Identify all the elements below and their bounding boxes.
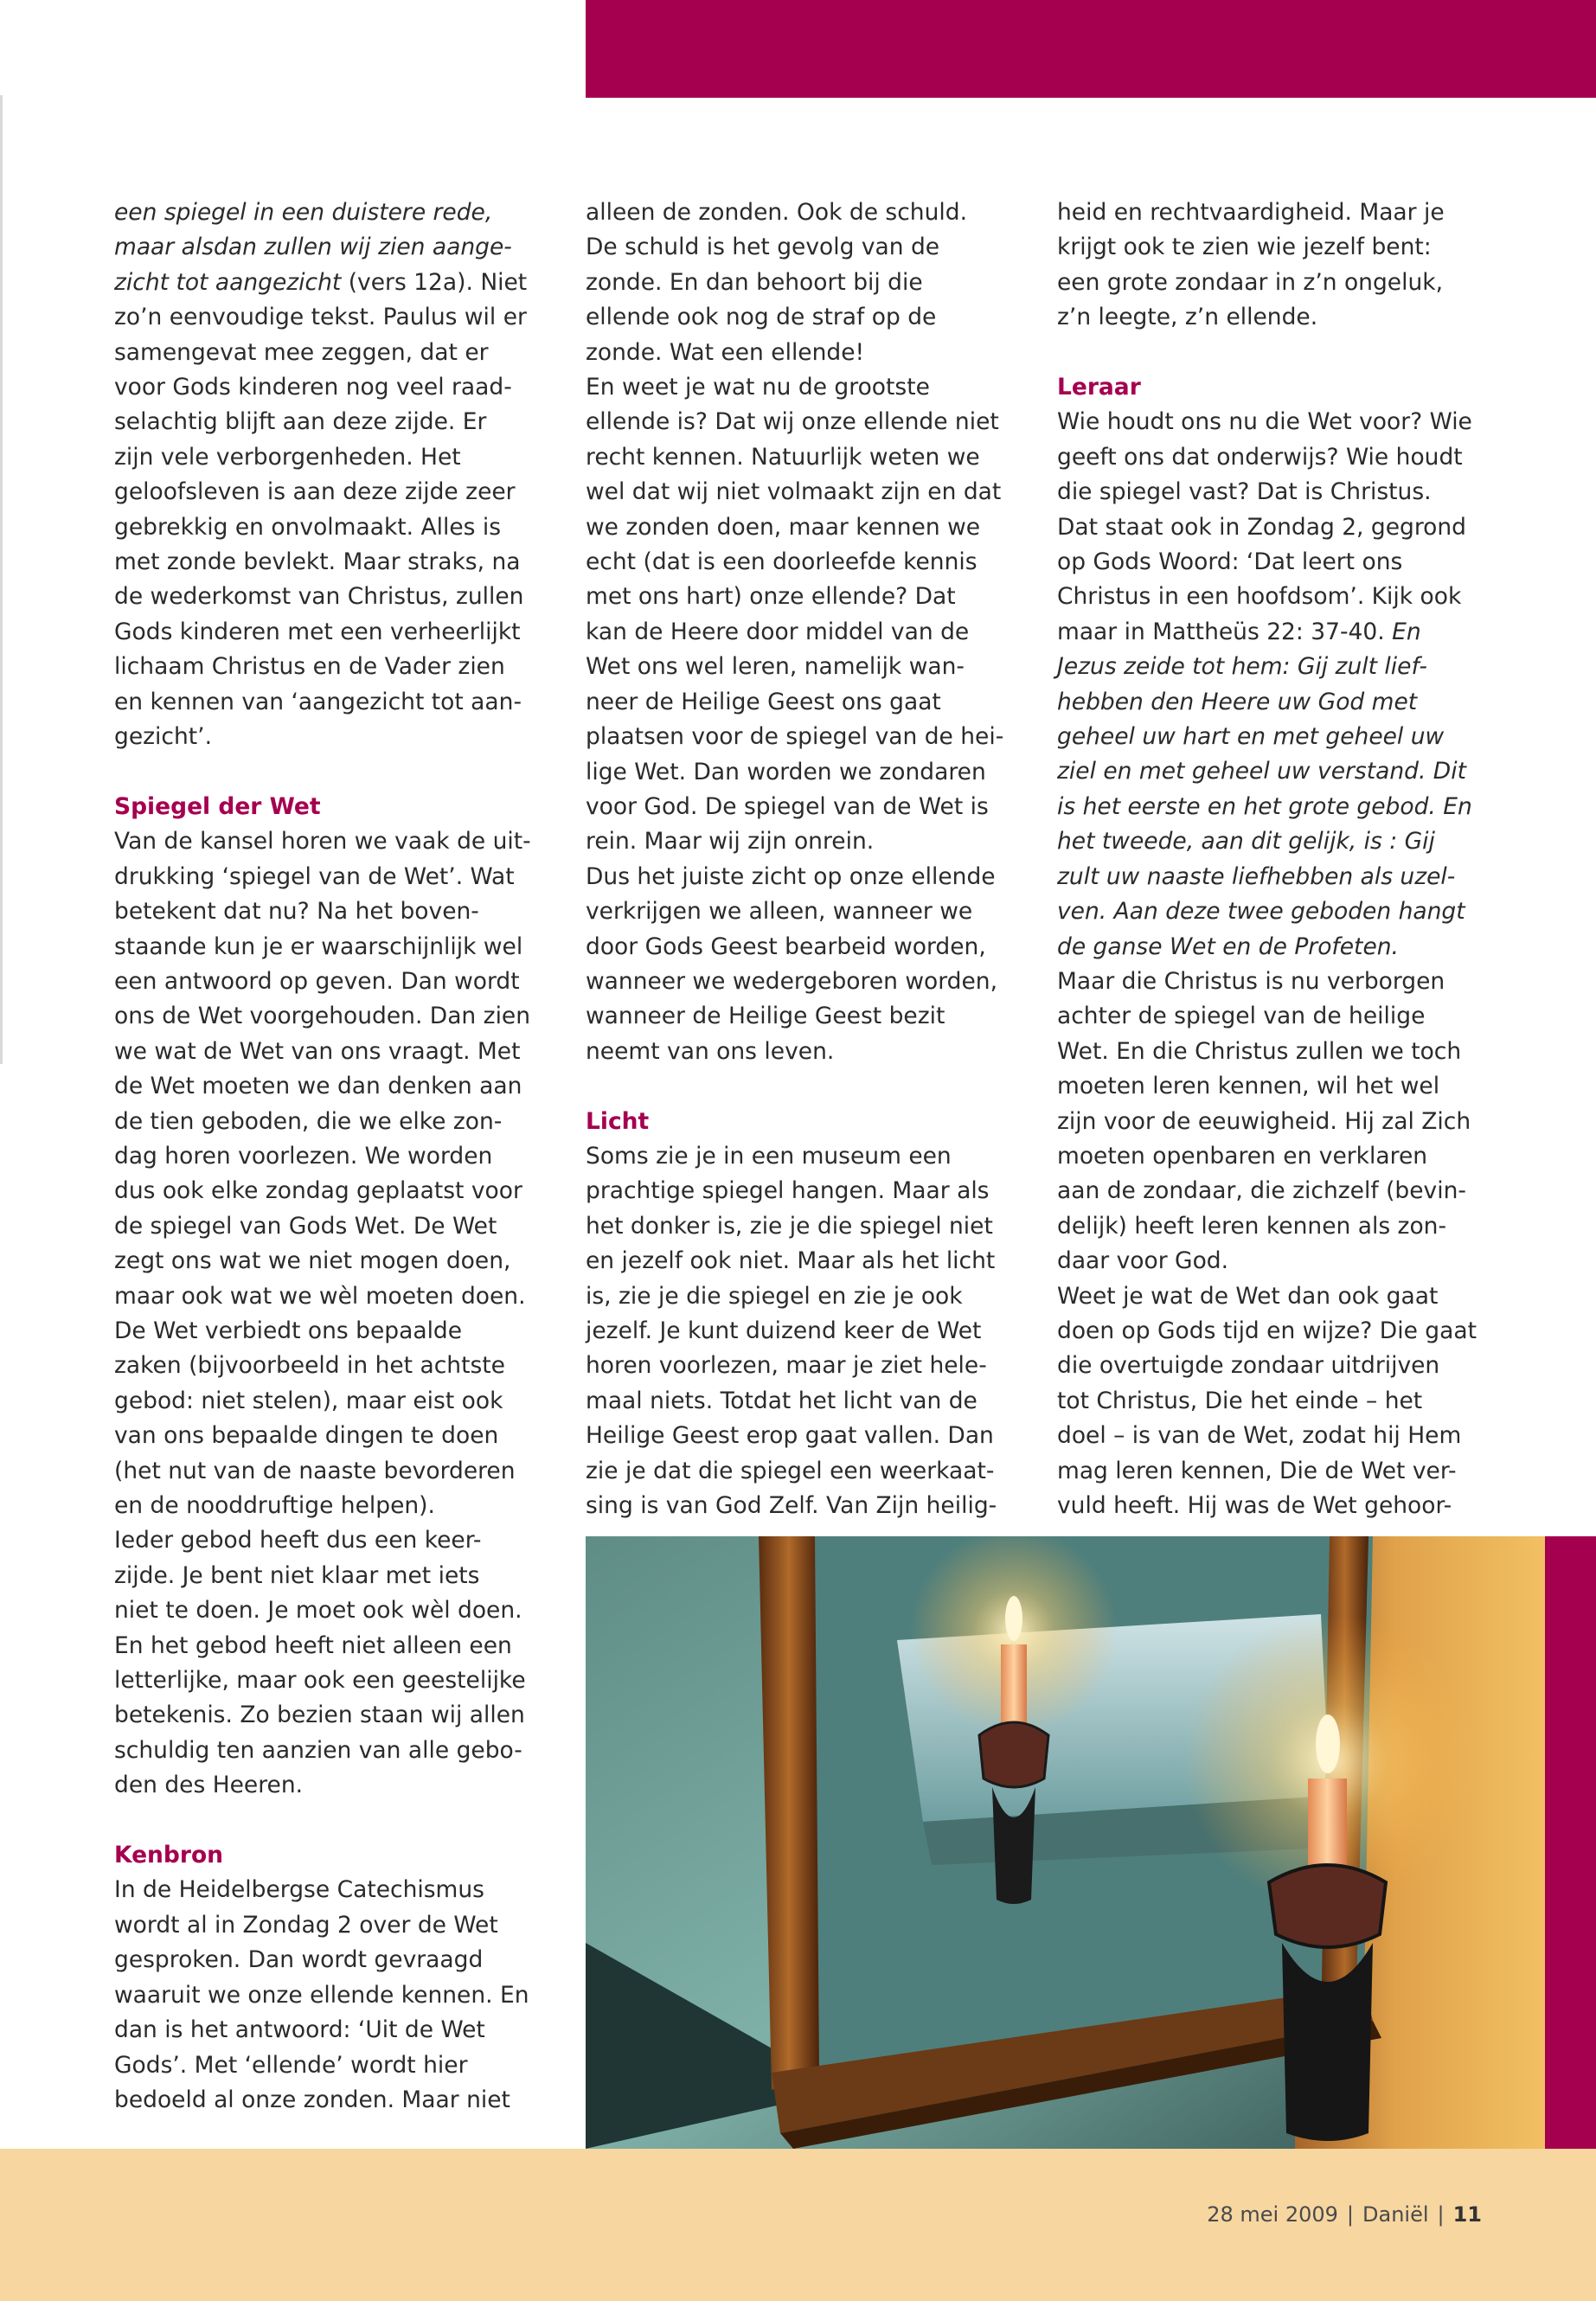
text-line: drukking ‘spiegel van de Wet’. Wat — [114, 862, 515, 890]
text-line: zonde. Wat een ellende! — [586, 338, 865, 366]
col1-paragraph-2 — [114, 824, 547, 1803]
text-line: samengevat mee zeggen, dat er — [114, 338, 489, 366]
text-line: betekenis. Zo bezien staan wij allen — [114, 1702, 525, 1729]
text-line: de ganse Wet en de Profeten. — [1057, 933, 1399, 960]
text-line: Heilige Geest erop gaat vallen. Dan — [586, 1422, 994, 1450]
text-line: Wet. En die Christus zullen we toch — [1057, 1037, 1462, 1065]
text-line: wanneer de Heilige Geest bezit — [586, 1003, 945, 1030]
text-line: dag horen voorlezen. We worden — [114, 1142, 493, 1170]
right-accent-band — [1545, 1536, 1596, 2149]
candle-mirror-illustration — [586, 1536, 1545, 2149]
text-line: verkrijgen we alleen, wanneer we — [586, 898, 973, 926]
text-line: Wet ons wel leren, namelijk wan- — [586, 653, 965, 681]
text-line: delijk) heeft leren kennen als zon- — [1057, 1212, 1447, 1240]
text-line: door Gods Geest bearbeid worden, — [586, 933, 986, 960]
text-line: Ieder gebod heeft dus een keer- — [114, 1527, 482, 1554]
text-line: horen voorlezen, maar je ziet hele- — [586, 1352, 987, 1380]
text-line: niet te doen. Je moet ook wèl doen. — [114, 1597, 522, 1625]
text-line: zegt ons wat we niet mogen doen, — [114, 1247, 511, 1275]
text-line: staande kun je er waarschijnlijk wel — [114, 933, 523, 960]
text-line: zie je dat die spiegel een weerkaat- — [586, 1457, 995, 1484]
text-line: ziel en met geheel uw verstand. Dit — [1057, 758, 1466, 785]
text-line: waaruit we onze ellende kennen. En — [114, 1981, 529, 2009]
text-line: moeten leren kennen, wil het wel — [1057, 1073, 1440, 1100]
text-line: met zonde bevlekt. Maar straks, na — [114, 548, 521, 576]
col2-paragraph-1 — [586, 195, 1022, 1069]
text-line: schuldig ten aanzien van alle gebo- — [114, 1736, 522, 1764]
column-1 — [114, 195, 547, 2118]
text-line: bedoeld al onze zonden. Maar niet — [114, 2086, 510, 2113]
text-line: rein. Maar wij zijn onrein. — [586, 828, 875, 856]
section-heading-spiegel-der-wet: Spiegel der Wet — [114, 792, 321, 820]
text-line: is, zie je die spiegel en zie je ook — [586, 1282, 963, 1310]
text-line: het tweede, aan dit gelijk, is : Gij — [1057, 828, 1435, 856]
text-line: wordt al in Zondag 2 over de Wet — [114, 1911, 498, 1939]
text-line: heid en rechtvaardigheid. Maar je — [1057, 199, 1445, 226]
text-line: de spiegel van Gods Wet. De Wet — [114, 1212, 497, 1240]
text-line: is het eerste en het grote gebod. En — [1057, 792, 1472, 820]
top-accent-band — [586, 0, 1596, 98]
text-line: selachtig blijft aan deze zijde. Er — [114, 408, 487, 436]
text-line: Christus in een hoofdsom’. Kijk ook — [1057, 583, 1462, 611]
text-line: maar alsdan zullen wij zien aange- — [114, 234, 512, 261]
col1-paragraph-1 — [114, 195, 547, 755]
text-line: En weet je wat nu de grootste — [586, 374, 930, 401]
candle-mirror-photo — [586, 1536, 1545, 2149]
text-line: geeft ons dat onderwijs? Wie houdt — [1057, 443, 1463, 471]
text-line: Weet je wat de Wet dan ook gaat — [1057, 1282, 1439, 1310]
text-line: zijde. Je bent niet klaar met iets — [114, 1561, 480, 1589]
col3-paragraph-2 — [1057, 405, 1498, 1523]
text-line: geloofsleven is aan deze zijde zeer — [114, 478, 516, 506]
text-line: dan is het antwoord: ‘Uit de Wet — [114, 2016, 485, 2044]
text-line: gezicht’. — [114, 723, 213, 751]
text-line: En het gebod heeft niet alleen een — [114, 1631, 512, 1659]
section-heading-leraar: Leraar — [1057, 374, 1141, 401]
text-line: ellende is? Dat wij onze ellende niet — [586, 408, 999, 436]
text-line: geheel uw hart en met geheel uw — [1057, 723, 1445, 751]
text-line: een antwoord op geven. Dan wordt — [114, 967, 520, 995]
text-line: Wie houdt ons nu die Wet voor? Wie — [1057, 408, 1472, 436]
text-line: echt (dat is een doorleefde kennis — [586, 548, 977, 576]
text-line: we zonden doen, maar kennen we — [586, 513, 981, 541]
text-line: een spiegel in een duistere rede, — [114, 199, 493, 226]
text-line: Soms zie je in een museum een — [586, 1142, 952, 1170]
text-line: betekent dat nu? Na het boven- — [114, 898, 479, 926]
text-line: Gods kinderen met een verheerlijkt — [114, 618, 521, 645]
text-line: zo’n eenvoudige tekst. Paulus wil er — [114, 304, 527, 331]
left-margin-rule — [0, 95, 3, 1064]
text-line: voor Gods kinderen nog veel raad- — [114, 374, 512, 401]
text-line: Maar die Christus is nu verborgen — [1057, 967, 1445, 995]
column-2 — [586, 195, 1022, 1523]
text-line: prachtige spiegel hangen. Maar als — [586, 1177, 990, 1205]
text-line: gebod: niet stelen), maar eist ook — [114, 1387, 503, 1414]
col1-paragraph-3 — [114, 1873, 547, 2118]
text-line: op Gods Woord: ‘Dat leert ons — [1057, 548, 1403, 576]
text-line: die spiegel vast? Dat is Christus. — [1057, 478, 1432, 506]
text-line: mag leren kennen, Die de Wet ver- — [1057, 1457, 1457, 1484]
text-line: voor God. De spiegel van de Wet is — [586, 792, 989, 820]
text-line: maar in Mattheüs 22: 37-40. En — [1057, 618, 1421, 645]
text-line: en kennen van ‘aangezicht tot aan- — [114, 688, 522, 715]
text-line: maal niets. Totdat het licht van de — [586, 1387, 977, 1414]
col3-paragraph-1 — [1057, 195, 1498, 336]
text-line: we wat de Wet van ons vraagt. Met — [114, 1037, 521, 1065]
section-heading-licht: Licht — [586, 1107, 650, 1135]
page-footer — [0, 2149, 1596, 2301]
text-line: met ons hart) onze ellende? Dat — [586, 583, 956, 611]
text-line: ellende ook nog de straf op de — [586, 304, 937, 331]
text-line: dus ook elke zondag geplaatst voor — [114, 1177, 522, 1205]
text-line: Gods’. Met ‘ellende’ wordt hier — [114, 2051, 468, 2079]
text-line: het donker is, zie je die spiegel niet — [586, 1212, 993, 1240]
text-line: de wederkomst van Christus, zullen — [114, 583, 524, 611]
text-line: zijn voor de eeuwigheid. Hij zal Zich — [1057, 1107, 1471, 1135]
column-3 — [1057, 195, 1498, 1523]
text-line: zicht tot aangezicht (vers 12a). Niet — [114, 268, 528, 296]
footer-info: 28 mei 2009 | Daniël | 11 — [1207, 2202, 1482, 2227]
text-line: van ons bepaalde dingen te doen — [114, 1422, 499, 1450]
text-line: zijn vele verborgenheden. Het — [114, 443, 461, 471]
text-line: lige Wet. Dan worden we zondaren — [586, 758, 986, 785]
text-line: letterlijke, maar ook een geestelijke — [114, 1667, 526, 1695]
text-line: recht kennen. Natuurlijk weten we — [586, 443, 980, 471]
text-line: zonde. En dan behoort bij die — [586, 268, 923, 296]
footer-magazine: Daniël — [1362, 2202, 1429, 2227]
text-line: Van de kansel horen we vaak de uit- — [114, 828, 531, 856]
text-line: wanneer we wedergeboren worden, — [586, 967, 998, 995]
text-line: sing is van God Zelf. Van Zijn heilig- — [586, 1492, 997, 1520]
text-line: De Wet verbiedt ons bepaalde — [114, 1317, 463, 1344]
text-line: In de Heidelbergse Catechismus — [114, 1876, 484, 1904]
text-line: z’n leegte, z’n ellende. — [1057, 304, 1318, 331]
text-line: de Wet moeten we dan denken aan — [114, 1073, 522, 1100]
text-line: jezelf. Je kunt duizend keer de Wet — [586, 1317, 982, 1344]
text-line: ons de Wet voorgehouden. Dan zien — [114, 1003, 531, 1030]
footer-date: 28 mei 2009 — [1207, 2202, 1338, 2227]
text-line: doel – is van de Wet, zodat hij Hem — [1057, 1422, 1462, 1450]
text-line: wel dat wij niet volmaakt zijn en dat — [586, 478, 1002, 506]
text-line: en de nooddruftige helpen). — [114, 1492, 435, 1520]
text-line: die overtuigde zondaar uitdrijven — [1057, 1352, 1440, 1380]
text-line: gebrekkig en onvolmaakt. Alles is — [114, 513, 502, 541]
text-line: de tien geboden, die we elke zon- — [114, 1107, 503, 1135]
section-heading-kenbron: Kenbron — [114, 1842, 224, 1869]
text-line: den des Heeren. — [114, 1772, 304, 1799]
text-line: tot Christus, Die het einde – het — [1057, 1387, 1423, 1414]
text-line: krijgt ook te zien wie jezelf bent: — [1057, 234, 1432, 261]
text-line: gesproken. Dan wordt gevraagd — [114, 1946, 484, 1974]
text-line: Dat staat ook in Zondag 2, gegrond — [1057, 513, 1466, 541]
text-line: en jezelf ook niet. Maar als het licht — [586, 1247, 996, 1275]
text-line: zult uw naaste liefhebben als uzel- — [1057, 862, 1456, 890]
text-line: vuld heeft. Hij was de Wet gehoor- — [1057, 1492, 1452, 1520]
text-line: daar voor God. — [1057, 1247, 1229, 1275]
text-line: achter de spiegel van de heilige — [1057, 1003, 1426, 1030]
text-line: neemt van ons leven. — [586, 1037, 835, 1065]
text-line: zaken (bijvoorbeeld in het achtste — [114, 1352, 505, 1380]
text-line: Jezus zeide tot hem: Gij zult lief- — [1057, 653, 1427, 681]
text-line: hebben den Heere uw God met — [1057, 688, 1418, 715]
text-line: ven. Aan deze twee geboden hangt — [1057, 898, 1465, 926]
col2-paragraph-2 — [586, 1139, 1022, 1523]
text-line: Dus het juiste zicht op onze ellende — [586, 862, 996, 890]
page-number: 11 — [1452, 2202, 1482, 2227]
text-line: aan de zondaar, die zichzelf (bevin- — [1057, 1177, 1466, 1205]
text-line: doen op Gods tijd en wijze? Die gaat — [1057, 1317, 1477, 1344]
text-line: De schuld is het gevolg van de — [586, 234, 940, 261]
text-line: plaatsen voor de spiegel van de hei- — [586, 723, 1004, 751]
text-line: maar ook wat we wèl moeten doen. — [114, 1282, 526, 1310]
text-line: alleen de zonden. Ook de schuld. — [586, 199, 967, 226]
text-line: een grote zondaar in z’n ongeluk, — [1057, 268, 1444, 296]
text-line: lichaam Christus en de Vader zien — [114, 653, 505, 681]
text-line: moeten openbaren en verklaren — [1057, 1142, 1428, 1170]
text-line: kan de Heere door middel van de — [586, 618, 970, 645]
text-line: (het nut van de naaste bevorderen — [114, 1457, 516, 1484]
text-line: neer de Heilige Geest ons gaat — [586, 688, 941, 715]
